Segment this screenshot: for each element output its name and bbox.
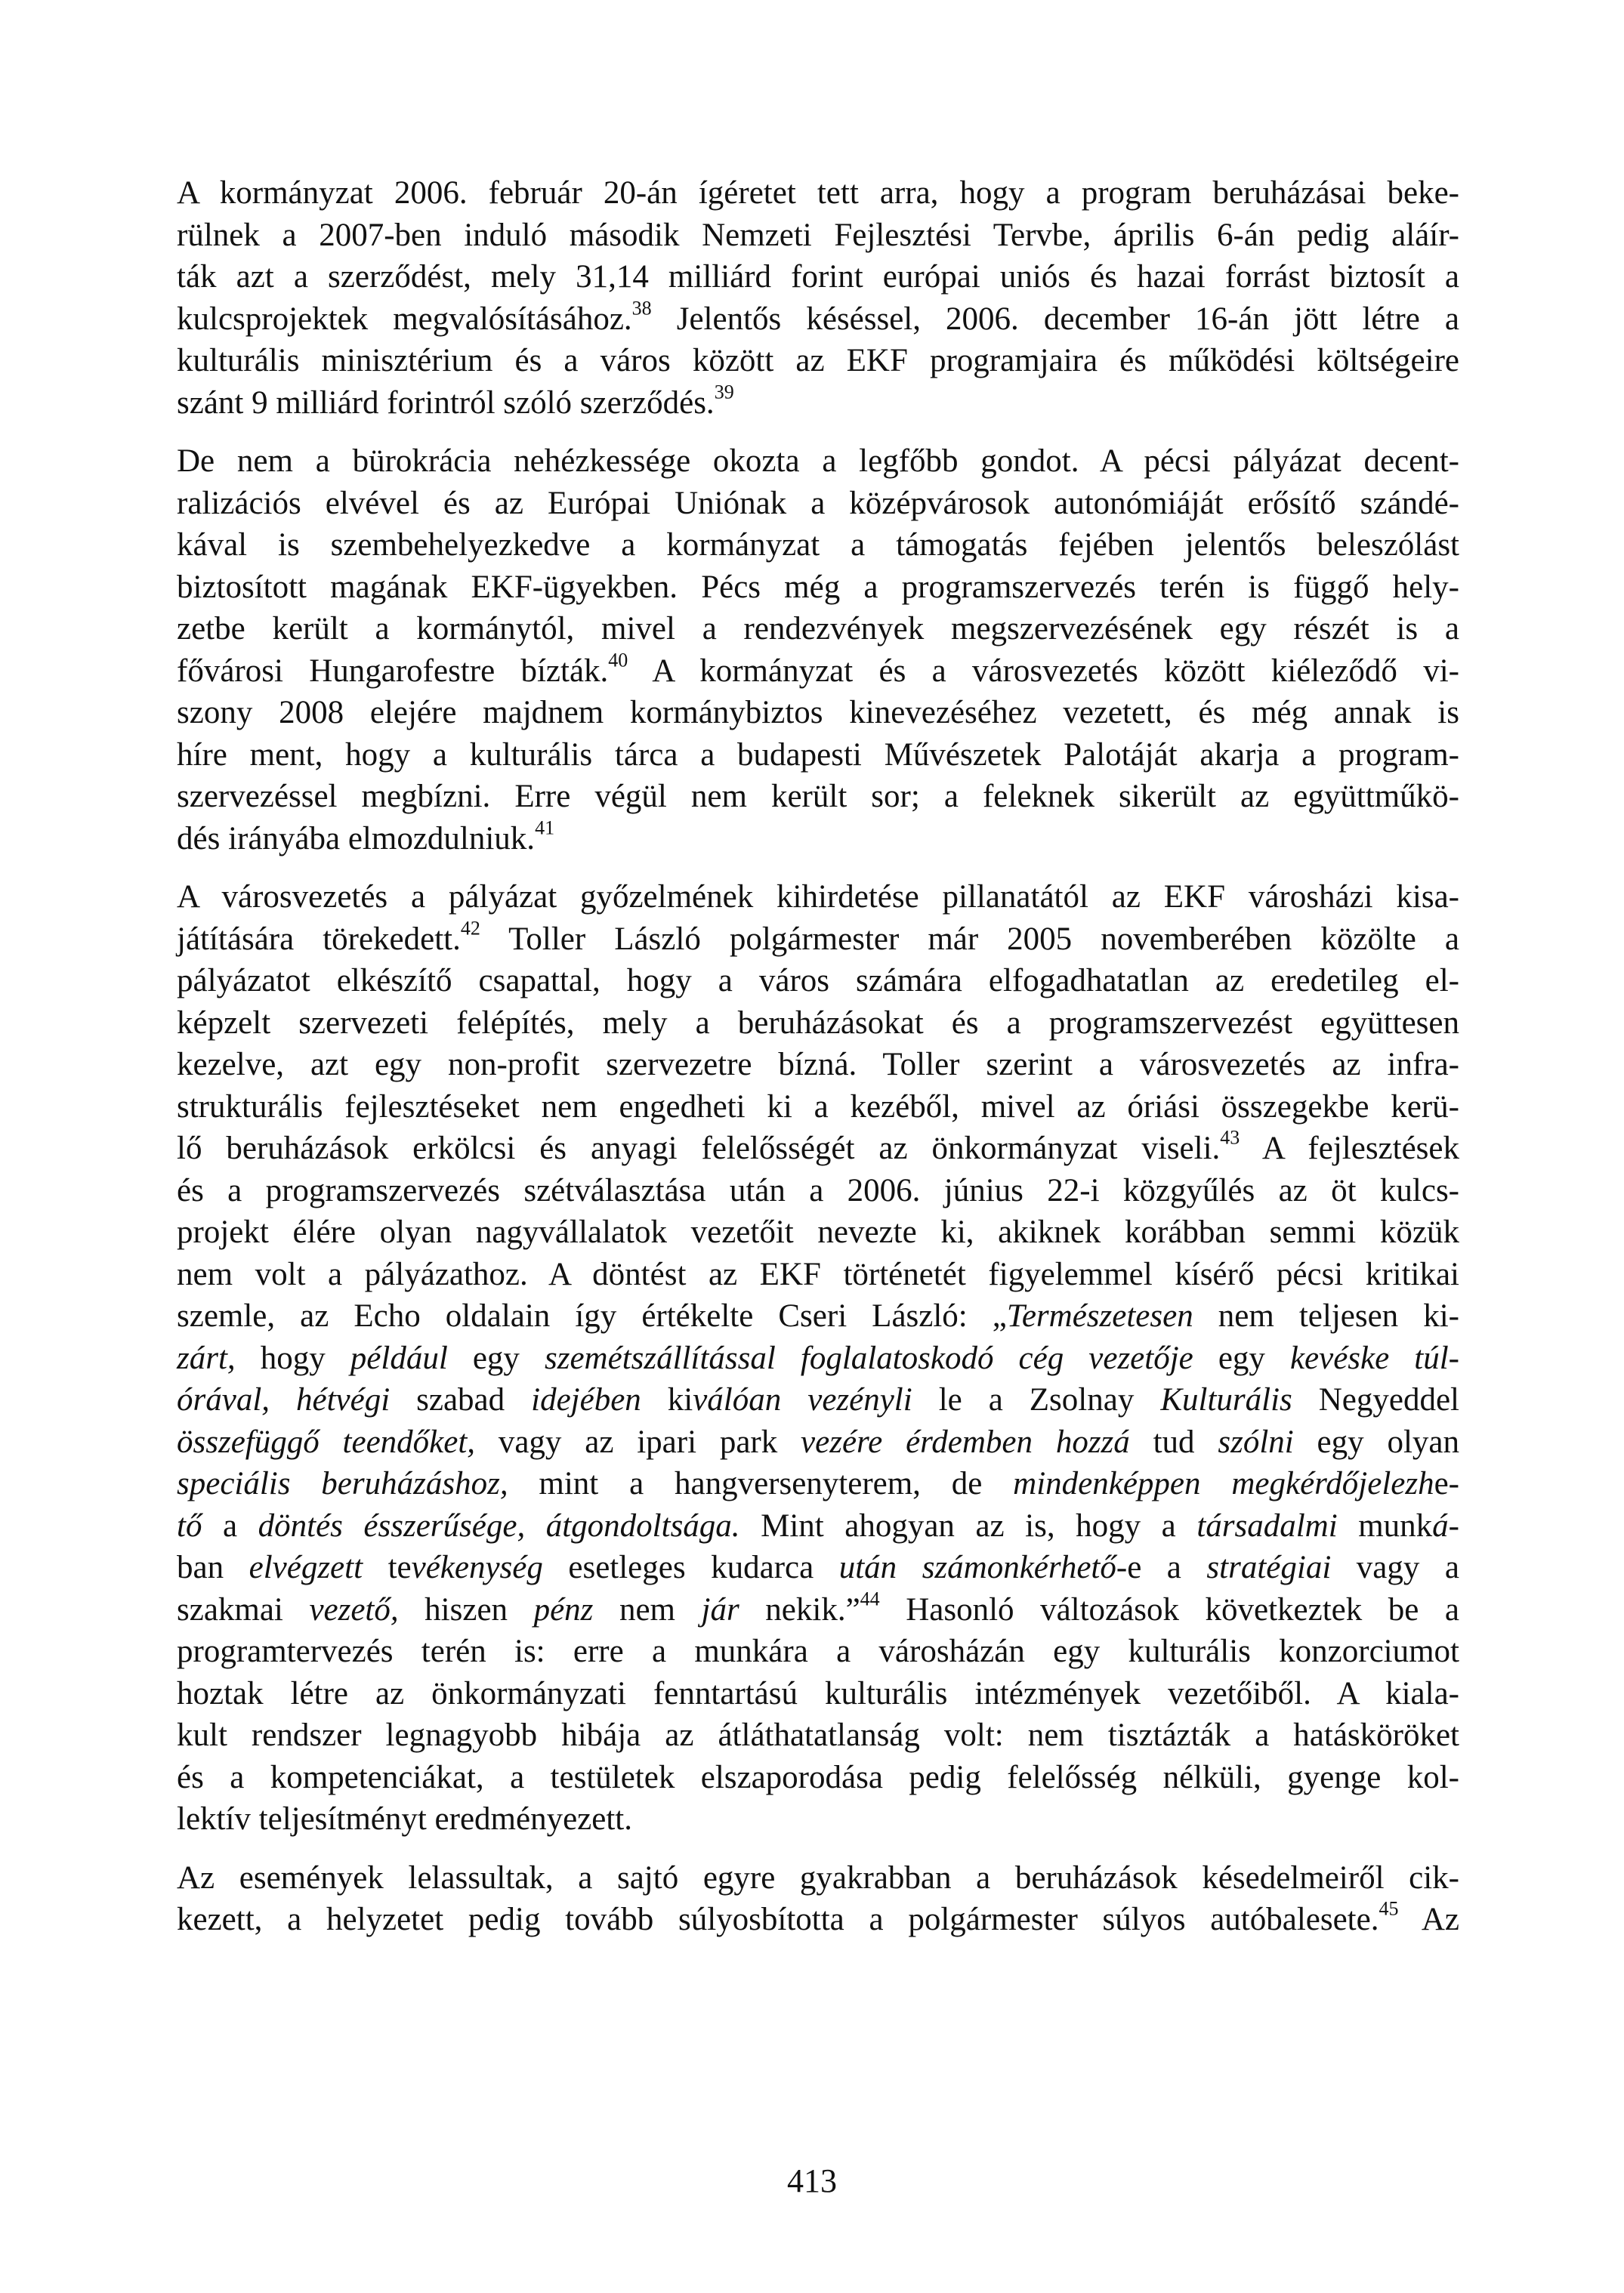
text-run: kult rendszer legnagyobb hibája az átláthatatlanság volt: nem tisztázták a hatásköröket	[177, 1717, 1459, 1753]
footnote-marker: 42	[460, 917, 480, 939]
text-run: nem	[593, 1591, 702, 1628]
text-run: Jelentős késéssel, 2006. december 16-án jött létre a	[651, 301, 1459, 337]
text-run: A kormányzat 2006. február 20-án ígéretet tett arra, hogy a program beruházásai beke-	[177, 175, 1459, 211]
text-run: De nem a bürokrácia nehézkessége okozta a legfőbb gondot. A pécsi pályázat decent-	[177, 443, 1459, 479]
text-run: szony 2008 elejére majdnem kormánybiztos kinevezéséhez vezetett, és még annak is	[177, 695, 1459, 730]
text-line	[177, 172, 1459, 214]
text-run: szemle, az Echo oldalain így értékelte Cseri László: „	[177, 1298, 1007, 1334]
text-run: Negyeddel	[1292, 1382, 1459, 1418]
text-run: hiszen	[398, 1591, 534, 1628]
text-run: kulcsprojektek megvalósításához.	[177, 301, 632, 337]
text-run: egy olyan	[1293, 1424, 1459, 1460]
text-line	[177, 1002, 1459, 1045]
text-line	[177, 1338, 1459, 1380]
footnote-marker: 39	[714, 381, 734, 403]
text-run: lő beruházások erkölcsi és anyagi felelősségét az önkormányzat viseli.	[177, 1131, 1221, 1166]
text-run: Hasonló változások következtek be a	[879, 1591, 1459, 1628]
text-run: biztosított magának EKF-ügyekben. Pécs még a programszervezés terén is függő hely-	[177, 569, 1459, 605]
text-line	[177, 876, 1459, 918]
italic-quote-text: speciális beruházáshoz,	[177, 1466, 508, 1501]
text-line	[177, 1631, 1459, 1673]
italic-quote-text: szemétszállítással foglalatoskodó cég vezetője	[545, 1340, 1193, 1376]
text-line	[177, 1757, 1459, 1799]
text-line	[177, 650, 1459, 693]
footnote-marker: 40	[608, 649, 628, 671]
text-line	[177, 1673, 1459, 1715]
text-run: nem volt a pályázathoz. A döntést az EKF történetét figyelemmel kísérő pécsi kritikai	[177, 1256, 1459, 1292]
italic-quote-text: zárt,	[177, 1340, 236, 1376]
italic-quote-text: például	[350, 1340, 448, 1376]
text-line	[177, 1857, 1459, 1900]
text-run: munk	[1337, 1508, 1433, 1544]
footnote-marker: 38	[631, 297, 652, 319]
text-line	[177, 960, 1459, 1002]
footnote-marker: 44	[860, 1588, 880, 1609]
footnote-marker: 43	[1220, 1126, 1240, 1149]
text-line	[177, 1714, 1459, 1757]
italic-quote-text: stratégiai	[1206, 1550, 1332, 1585]
text-line	[177, 1505, 1459, 1548]
text-line	[177, 1798, 1459, 1841]
text-run: és a kompetenciákat, a testületek elszaporodása pedig felelősség nélküli, gyenge kol-	[177, 1759, 1459, 1795]
text-run: szánt 9 milliárd forintról szóló szerződés.	[177, 384, 715, 421]
text-line	[177, 483, 1459, 525]
italic-quote-text: kevéske túl-	[1289, 1340, 1459, 1376]
text-run: szakmai	[177, 1591, 310, 1628]
text-line	[177, 340, 1459, 382]
text-run: hoztak létre az önkormányzati fenntartású kulturális intézmények vezetőiből. A kiala-	[177, 1675, 1459, 1711]
text-run: Az	[1398, 1902, 1459, 1937]
text-line	[177, 1211, 1459, 1254]
text-run: nekik.”	[739, 1591, 860, 1628]
italic-quote-text: jár	[701, 1591, 739, 1628]
text-line	[177, 1379, 1459, 1421]
italic-quote-text: idejében	[531, 1382, 641, 1418]
text-run: ban	[177, 1550, 249, 1585]
text-line	[177, 214, 1459, 257]
paragraph	[177, 172, 1459, 424]
text-run: egy	[1193, 1340, 1290, 1376]
text-run: és a programszervezés szétválasztása után a 2006. június 22-i közgyűlés az öt kulcs-	[177, 1172, 1459, 1208]
text-run: Toller László polgármester már 2005 novemberében közölte a	[480, 921, 1459, 957]
text-line	[177, 298, 1459, 341]
text-line	[177, 1128, 1459, 1170]
text-line	[177, 1463, 1459, 1505]
italic-quote-text: összefüggő teendőket,	[177, 1424, 476, 1460]
text-line	[177, 440, 1459, 483]
italic-quote-text: elvégzett	[249, 1550, 363, 1585]
text-run: projekt élére olyan nagyvállalatok vezetőit nevezte ki, akiknek korábban semmi közük	[177, 1214, 1459, 1250]
text-run: rülnek a 2007-ben induló második Nemzeti Fejlesztési Tervbe, április 6-án pedig aláír-	[177, 217, 1459, 253]
text-run: a	[202, 1508, 258, 1544]
text-line	[177, 734, 1459, 776]
text-run: ki	[641, 1382, 693, 1418]
text-run: Az események lelassultak, a sajtó egyre gyakrabban a beruházások késedelmeiről cik-	[177, 1859, 1459, 1896]
italic-quote-text: válóan vezényli	[693, 1382, 912, 1418]
text-run: e-	[1434, 1466, 1459, 1501]
italic-quote-text: társadalmi	[1196, 1508, 1338, 1544]
page-number: 413	[787, 2162, 837, 2199]
paragraph	[177, 876, 1459, 1841]
italic-quote-text: vékenység	[411, 1550, 543, 1585]
text-line	[177, 1254, 1459, 1296]
italic-quote-text: órával, hétvégi	[177, 1382, 391, 1418]
text-run: szabad	[390, 1382, 532, 1418]
text-run: -e a	[1116, 1550, 1207, 1585]
text-run: strukturális fejlesztéseket nem engedheti ki a kezéből, mivel az óriási összegekbe kerü-	[177, 1088, 1459, 1125]
text-run: programtervezés terén is: erre a munkára a városházán egy kulturális konzorciumot	[177, 1634, 1459, 1669]
text-run: játítására törekedett.	[177, 921, 461, 957]
text-line	[177, 1589, 1459, 1631]
text-run: tud	[1129, 1424, 1218, 1460]
text-line	[177, 256, 1459, 298]
text-run: kulturális minisztérium és a város között az EKF programjaira és működési költségeire	[177, 343, 1459, 378]
text-run: ták azt a szerződést, mely 31,14 milliárd forint európai uniós és hazai forrást biztosít a	[177, 259, 1459, 295]
footnote-marker: 45	[1379, 1897, 1399, 1920]
text-run: vagy a	[1331, 1550, 1459, 1585]
text-line	[177, 1044, 1459, 1086]
text-run: híre ment, hogy a kulturális tárca a budapesti Művészetek Palotáját akarja a program-	[177, 736, 1459, 773]
text-run: ralizációs elvével és az Európai Uniónak a középvárosok autonómiáját erősítő szándé-	[177, 485, 1459, 521]
text-line	[177, 1421, 1459, 1464]
italic-quote-text: vezető,	[309, 1591, 399, 1628]
text-run: A kormányzat és a városvezetés között kiéleződő vi-	[628, 653, 1459, 689]
text-line	[177, 566, 1459, 609]
text-run: pályázatot elkészítő csapattal, hogy a város számára elfogadhatatlan az eredetileg el-	[177, 963, 1459, 998]
document-body	[177, 172, 1459, 1958]
italic-quote-text: Természetesen	[1006, 1298, 1193, 1334]
italic-quote-text: tő	[177, 1508, 202, 1544]
italic-quote-text: után számonkérhető	[838, 1550, 1116, 1585]
italic-quote-text: Kulturális	[1160, 1382, 1292, 1418]
text-run: hogy	[235, 1340, 350, 1376]
text-line	[177, 818, 1459, 860]
text-run: egy	[447, 1340, 545, 1376]
italic-quote-text: á-	[1432, 1508, 1459, 1544]
text-line	[177, 776, 1459, 818]
text-run: zetbe került a kormánytól, mivel a rendezvények megszervezésének egy részét is a	[177, 611, 1459, 647]
text-line	[177, 382, 1459, 424]
text-run: Mint ahogyan az is, hogy a	[739, 1508, 1197, 1544]
text-run: vagy az ipari park	[475, 1424, 801, 1460]
text-run: te	[363, 1550, 412, 1585]
text-run: dés irányába elmozdulniuk.	[177, 820, 536, 856]
text-run: esetleges kudarca	[542, 1550, 839, 1585]
paragraph	[177, 1857, 1459, 1941]
italic-quote-text: döntés ésszerűsége, átgondoltsága.	[258, 1508, 740, 1544]
text-line	[177, 918, 1459, 961]
text-run: kával is szembehelyezkedve a kormányzat a támogatás fejében jelentős beleszólást	[177, 527, 1459, 563]
paragraph	[177, 440, 1459, 859]
text-line	[177, 524, 1459, 566]
text-run: fővárosi Hungarofestre bízták.	[177, 653, 609, 689]
text-line	[177, 1170, 1459, 1212]
italic-quote-text: pénz	[533, 1591, 594, 1628]
text-line	[177, 608, 1459, 650]
text-run: szervezéssel megbízni. Erre végül nem került sor; a feleknek sikerült az együttműkö-	[177, 779, 1459, 814]
text-line	[177, 692, 1459, 734]
text-line	[177, 1547, 1459, 1589]
text-run: kezett, a helyzetet pedig tovább súlyosbította a polgármester súlyos autóbalesete.	[177, 1902, 1379, 1937]
italic-quote-text: vezére érdemben hozzá	[801, 1424, 1130, 1460]
italic-quote-text: szólni	[1218, 1424, 1294, 1460]
text-line	[177, 1899, 1459, 1941]
text-run: le a Zsolnay	[912, 1382, 1161, 1418]
text-run: mint a hangversenyterem, de	[508, 1466, 1014, 1501]
footnote-marker: 41	[535, 816, 555, 838]
text-run: nem teljesen ki-	[1193, 1298, 1459, 1334]
text-run: A fejlesztések	[1240, 1131, 1459, 1166]
italic-quote-text: mindenképpen megkérdőjelezh	[1013, 1466, 1434, 1501]
text-run: képzelt szervezeti felépítés, mely a beruházásokat és a programszervezést együttesen	[177, 1005, 1459, 1041]
text-run: A városvezetés a pályázat győzelmének kihirdetése pillanatától az EKF városházi kisa-	[177, 879, 1459, 915]
text-line	[177, 1295, 1459, 1338]
text-line	[177, 1086, 1459, 1128]
text-run: lektív teljesítményt eredményezett.	[177, 1801, 632, 1837]
text-run: kezelve, azt egy non-profit szervezetre bízná. Toller szerint a városvezetés az infra-	[177, 1047, 1459, 1082]
